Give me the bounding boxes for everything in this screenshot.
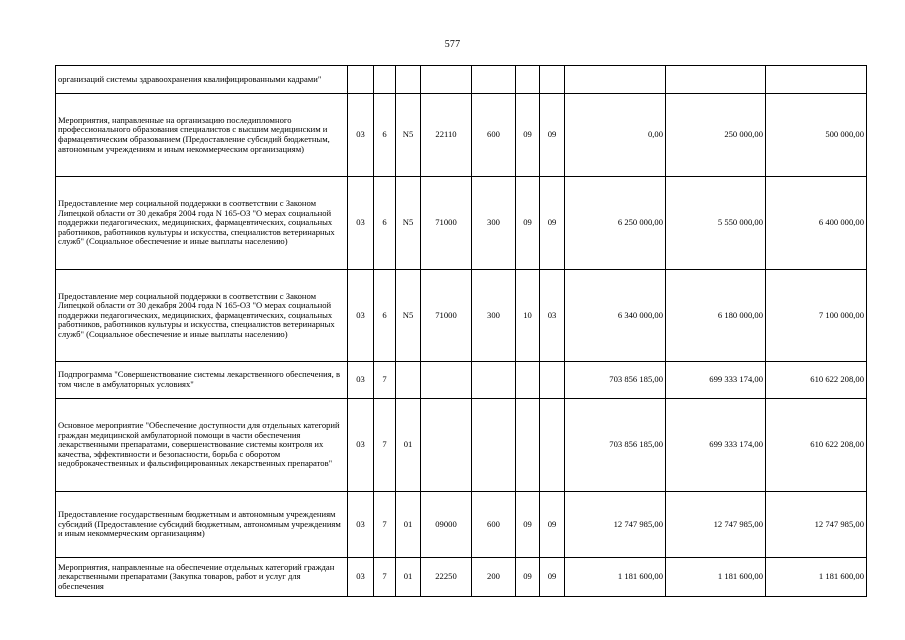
subprogram-code-cell: 7 bbox=[374, 362, 396, 399]
amount-year1-cell: 703 856 185,00 bbox=[565, 399, 666, 492]
direction-code-cell bbox=[421, 362, 472, 399]
subprogram-code-cell: 6 bbox=[374, 270, 396, 362]
direction-code-cell: 22250 bbox=[421, 558, 472, 597]
program-code-cell: 03 bbox=[348, 558, 374, 597]
event-code-cell: 01 bbox=[396, 399, 421, 492]
expense-type-cell: 600 bbox=[472, 492, 516, 558]
subprogram-code-cell: 7 bbox=[374, 492, 396, 558]
subsection-cell: 09 bbox=[540, 177, 565, 270]
section-cell bbox=[516, 362, 540, 399]
amount-year2-cell: 5 550 000,00 bbox=[666, 177, 766, 270]
subsection-cell bbox=[540, 399, 565, 492]
table-row bbox=[56, 362, 867, 399]
event-code-cell: 01 bbox=[396, 492, 421, 558]
program-code-cell: 03 bbox=[348, 399, 374, 492]
amount-year1-cell: 0,00 bbox=[565, 94, 666, 177]
subprogram-code-cell: 6 bbox=[374, 94, 396, 177]
budget-table bbox=[55, 65, 867, 597]
subsection-cell bbox=[540, 362, 565, 399]
amount-year2-cell: 1 181 600,00 bbox=[666, 558, 766, 597]
row-name-cell: Подпрограмма "Совершенствование системы лекарственного обеспечения, в том числе в амбулаторных условиях" bbox=[56, 362, 348, 399]
subsection-cell: 03 bbox=[540, 270, 565, 362]
direction-code-cell: 22110 bbox=[421, 94, 472, 177]
section-cell: 09 bbox=[516, 177, 540, 270]
subsection-cell bbox=[540, 66, 565, 94]
row-name-cell: Предоставление государственным бюджетным и автономным учреждениям субсидий (Предоставление субсидий бюджетным, автономным учреждениям и иным некоммерческим организациям) bbox=[56, 492, 348, 558]
table-row bbox=[56, 399, 867, 492]
amount-year2-cell bbox=[666, 66, 766, 94]
expense-type-cell bbox=[472, 399, 516, 492]
amount-year2-cell: 6 180 000,00 bbox=[666, 270, 766, 362]
row-name-cell: Мероприятия, направленные на организацию последипломного профессионального образования специалистов с высшим медицинским и фармацевтическим образованием (Предоставление субсидий бюджетным, автономным учреждениям и иным некоммерческим организациям) bbox=[56, 94, 348, 177]
amount-year3-cell: 1 181 600,00 bbox=[766, 558, 867, 597]
section-cell: 09 bbox=[516, 558, 540, 597]
table-row bbox=[56, 94, 867, 177]
table-row bbox=[56, 66, 867, 94]
page-number: 577 bbox=[444, 39, 461, 50]
subsection-cell: 09 bbox=[540, 492, 565, 558]
event-code-cell: 01 bbox=[396, 558, 421, 597]
row-name-cell: Основное мероприятие "Обеспечение доступности для отдельных категорий граждан медицинской амбулаторной помощи в части обеспечения лекарственными препаратами, совершенствование системы контроля их качества, эффективности и безопасности, борьба с оборотом недоброкачественных и фальсифицированных лекарственных препаратов" bbox=[56, 399, 348, 492]
amount-year1-cell bbox=[565, 66, 666, 94]
event-code-cell bbox=[396, 362, 421, 399]
direction-code-cell: 71000 bbox=[421, 270, 472, 362]
amount-year1-cell: 6 250 000,00 bbox=[565, 177, 666, 270]
direction-code-cell bbox=[421, 399, 472, 492]
subsection-cell: 09 bbox=[540, 94, 565, 177]
program-code-cell: 03 bbox=[348, 94, 374, 177]
expense-type-cell: 200 bbox=[472, 558, 516, 597]
event-code-cell: N5 bbox=[396, 94, 421, 177]
amount-year1-cell: 6 340 000,00 bbox=[565, 270, 666, 362]
amount-year3-cell: 610 622 208,00 bbox=[766, 399, 867, 492]
amount-year2-cell: 12 747 985,00 bbox=[666, 492, 766, 558]
subprogram-code-cell: 7 bbox=[374, 558, 396, 597]
program-code-cell bbox=[348, 66, 374, 94]
table-row bbox=[56, 558, 867, 597]
amount-year3-cell: 12 747 985,00 bbox=[766, 492, 867, 558]
section-cell bbox=[516, 66, 540, 94]
event-code-cell: N5 bbox=[396, 177, 421, 270]
expense-type-cell bbox=[472, 66, 516, 94]
expense-type-cell: 300 bbox=[472, 177, 516, 270]
amount-year3-cell: 610 622 208,00 bbox=[766, 362, 867, 399]
amount-year2-cell: 699 333 174,00 bbox=[666, 362, 766, 399]
amount-year2-cell: 699 333 174,00 bbox=[666, 399, 766, 492]
expense-type-cell: 300 bbox=[472, 270, 516, 362]
subprogram-code-cell bbox=[374, 66, 396, 94]
amount-year1-cell: 1 181 600,00 bbox=[565, 558, 666, 597]
program-code-cell: 03 bbox=[348, 177, 374, 270]
event-code-cell: N5 bbox=[396, 270, 421, 362]
subprogram-code-cell: 6 bbox=[374, 177, 396, 270]
section-cell: 10 bbox=[516, 270, 540, 362]
direction-code-cell: 71000 bbox=[421, 177, 472, 270]
direction-code-cell bbox=[421, 66, 472, 94]
amount-year1-cell: 703 856 185,00 bbox=[565, 362, 666, 399]
direction-code-cell: 09000 bbox=[421, 492, 472, 558]
section-cell bbox=[516, 399, 540, 492]
section-cell: 09 bbox=[516, 492, 540, 558]
event-code-cell bbox=[396, 66, 421, 94]
amount-year3-cell bbox=[766, 66, 867, 94]
row-name-cell: организаций системы здравоохранения квалифицированными кадрами" bbox=[56, 66, 348, 94]
program-code-cell: 03 bbox=[348, 362, 374, 399]
row-name-cell: Мероприятия, направленные на обеспечение отдельных категорий граждан лекарственными препаратами (Закупка товаров, работ и услуг для обеспечения bbox=[56, 558, 348, 597]
table-row bbox=[56, 270, 867, 362]
row-name-cell: Предоставление мер социальной поддержки в соответствии с Законом Липецкой области от 30 декабря 2004 года N 165-ОЗ "О мерах социальной поддержки педагогических, медицинских, фармацевтических, социальных работников, работников культуры и искусства, специалистов ветеринарных служб" (Социальное обеспечение и иные выплаты населению) bbox=[56, 177, 348, 270]
table-row bbox=[56, 492, 867, 558]
subprogram-code-cell: 7 bbox=[374, 399, 396, 492]
program-code-cell: 03 bbox=[348, 492, 374, 558]
section-cell: 09 bbox=[516, 94, 540, 177]
expense-type-cell bbox=[472, 362, 516, 399]
amount-year1-cell: 12 747 985,00 bbox=[565, 492, 666, 558]
program-code-cell: 03 bbox=[348, 270, 374, 362]
table-body bbox=[56, 66, 867, 597]
subsection-cell: 09 bbox=[540, 558, 565, 597]
row-name-cell: Предоставление мер социальной поддержки в соответствии с Законом Липецкой области от 30 декабря 2004 года N 165-ОЗ "О мерах социальной поддержки педагогических, медицинских, фармацевтических, социальных работников, работников культуры и искусства, специалистов ветеринарных служб" (Социальное обеспечение и иные выплаты населению) bbox=[56, 270, 348, 362]
amount-year3-cell: 7 100 000,00 bbox=[766, 270, 867, 362]
expense-type-cell: 600 bbox=[472, 94, 516, 177]
amount-year2-cell: 250 000,00 bbox=[666, 94, 766, 177]
table-row bbox=[56, 177, 867, 270]
amount-year3-cell: 500 000,00 bbox=[766, 94, 867, 177]
amount-year3-cell: 6 400 000,00 bbox=[766, 177, 867, 270]
